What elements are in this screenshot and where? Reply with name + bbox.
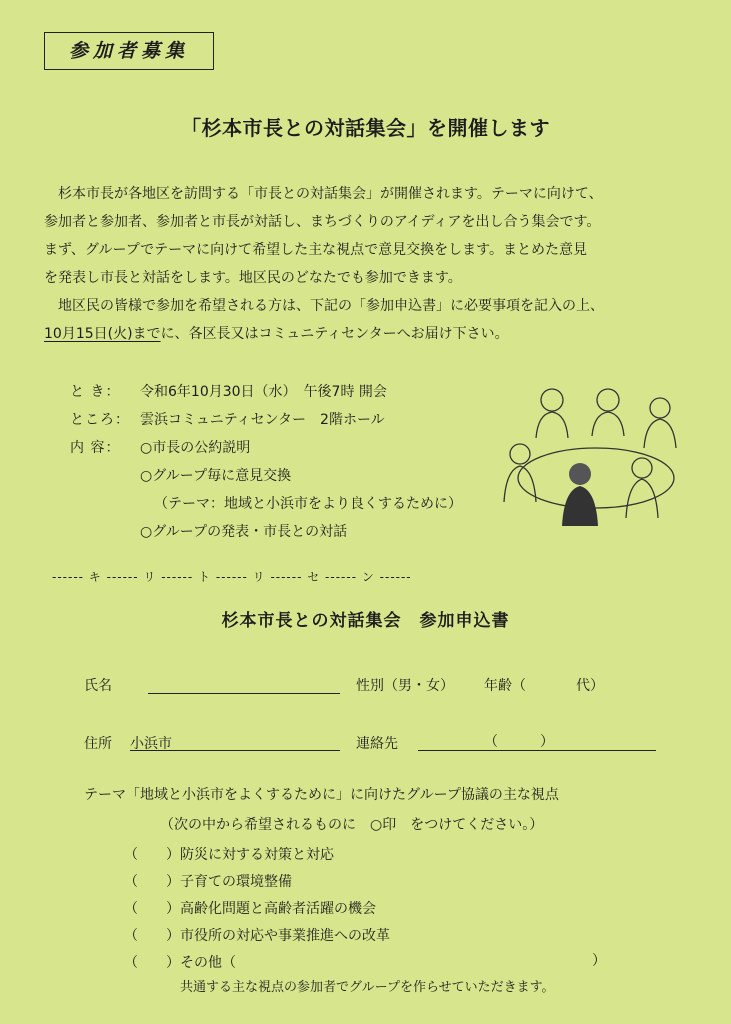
recruitment-badge: 参加者募集 [44, 32, 214, 70]
intro-line: 地区民の皆様で参加を希望される方は、下記の「参加申込書」に必要事項を記入の上、 [58, 298, 604, 314]
contact-paren: （ ） [484, 734, 554, 750]
option-checkbox[interactable]: （ ） [124, 955, 180, 971]
intro-line-rest: に、各区長又はコミュニティセンターへお届け下さい。 [160, 326, 509, 342]
where-label: ところ： [70, 412, 130, 428]
option-label: 高齢化問題と高齢者活躍の機会 [180, 901, 376, 917]
option-item [124, 869, 390, 896]
content-item: ○グループ毎に意見交換 [140, 468, 292, 484]
intro-line: 杉本市長が各地区を訪問する「市長との対話集会」が開催されます。テーマに向けて、 [58, 186, 603, 202]
contact-label: 連絡先 [356, 736, 398, 752]
cut-line: ------ キ ------ リ ------ ト ------ リ ------ セ ------ ン ------ [52, 570, 412, 584]
detail-content [70, 434, 462, 462]
intro-line: を発表し市長と対話をします。地区民のどなたでも参加できます。 [44, 270, 462, 286]
other-close-paren: ） [592, 953, 606, 969]
theme-line: テーマ「地域と小浜市をよくするために」に向けたグループ協議の主な視点 [84, 787, 559, 803]
name-label: 氏名 [84, 678, 112, 694]
when-label: と き： [70, 384, 121, 400]
when-value: 令和6年10月30日（水） 午後7時 開会 [140, 384, 387, 400]
gender-label: 性別（男・女） [356, 678, 454, 694]
event-details [70, 378, 462, 546]
content-item: ○市長の公約説明 [140, 440, 251, 456]
intro-text [44, 180, 694, 348]
content-item: （テーマ：地域と小浜市をより良くするために） [154, 496, 462, 512]
name-field[interactable] [148, 692, 340, 694]
option-label: その他（ [180, 955, 236, 971]
people-around-table-illustration [496, 378, 696, 528]
option-label: 子育ての環境整備 [180, 874, 292, 890]
closing-note: 共通する主な視点の参加者でグループを作らせていただきます。 [180, 980, 555, 995]
age-suffix: 代） [576, 678, 604, 694]
option-checkbox[interactable]: （ ） [124, 847, 180, 863]
detail-when [70, 378, 462, 406]
intro-line [44, 320, 694, 348]
detail-where [70, 406, 462, 434]
option-item [124, 842, 390, 869]
address-prefill: 小浜市 [130, 736, 172, 752]
page-title: 「杉本市長との対話集会」を開催します [181, 116, 550, 140]
option-item [124, 923, 390, 950]
intro-line: 参加者と参加者、参加者と市長が対話し、まちづくりのアイディアを出し合う集会です。 [44, 214, 601, 230]
option-item [124, 950, 390, 977]
option-checkbox[interactable]: （ ） [124, 901, 180, 917]
options-list [124, 842, 390, 977]
age-label: 年齢（ [484, 678, 526, 694]
option-checkbox[interactable]: （ ） [124, 874, 180, 890]
intro-line: まず、グループでテーマに向けて希望した主な視点で意見交換をします。まとめた意見 [44, 242, 588, 258]
option-checkbox[interactable]: （ ） [124, 928, 180, 944]
address-field[interactable] [130, 749, 340, 751]
content-item: ○グループの発表・市長との対話 [140, 524, 348, 540]
option-item [124, 896, 390, 923]
form-title: 杉本市長との対話集会 参加申込書 [221, 611, 510, 631]
content-label: 内 容： [70, 440, 121, 456]
where-value: 雲浜コミュニティセンター 2階ホール [140, 412, 385, 428]
option-label: 防災に対する対策と対応 [180, 847, 334, 863]
option-label: 市役所の対応や事業推進への改革 [180, 928, 390, 944]
theme-note: （次の中から希望されるものに ○印 をつけてください。） [160, 817, 544, 833]
deadline: 10月15日(火)まで [44, 326, 161, 342]
address-label: 住所 [84, 736, 112, 752]
